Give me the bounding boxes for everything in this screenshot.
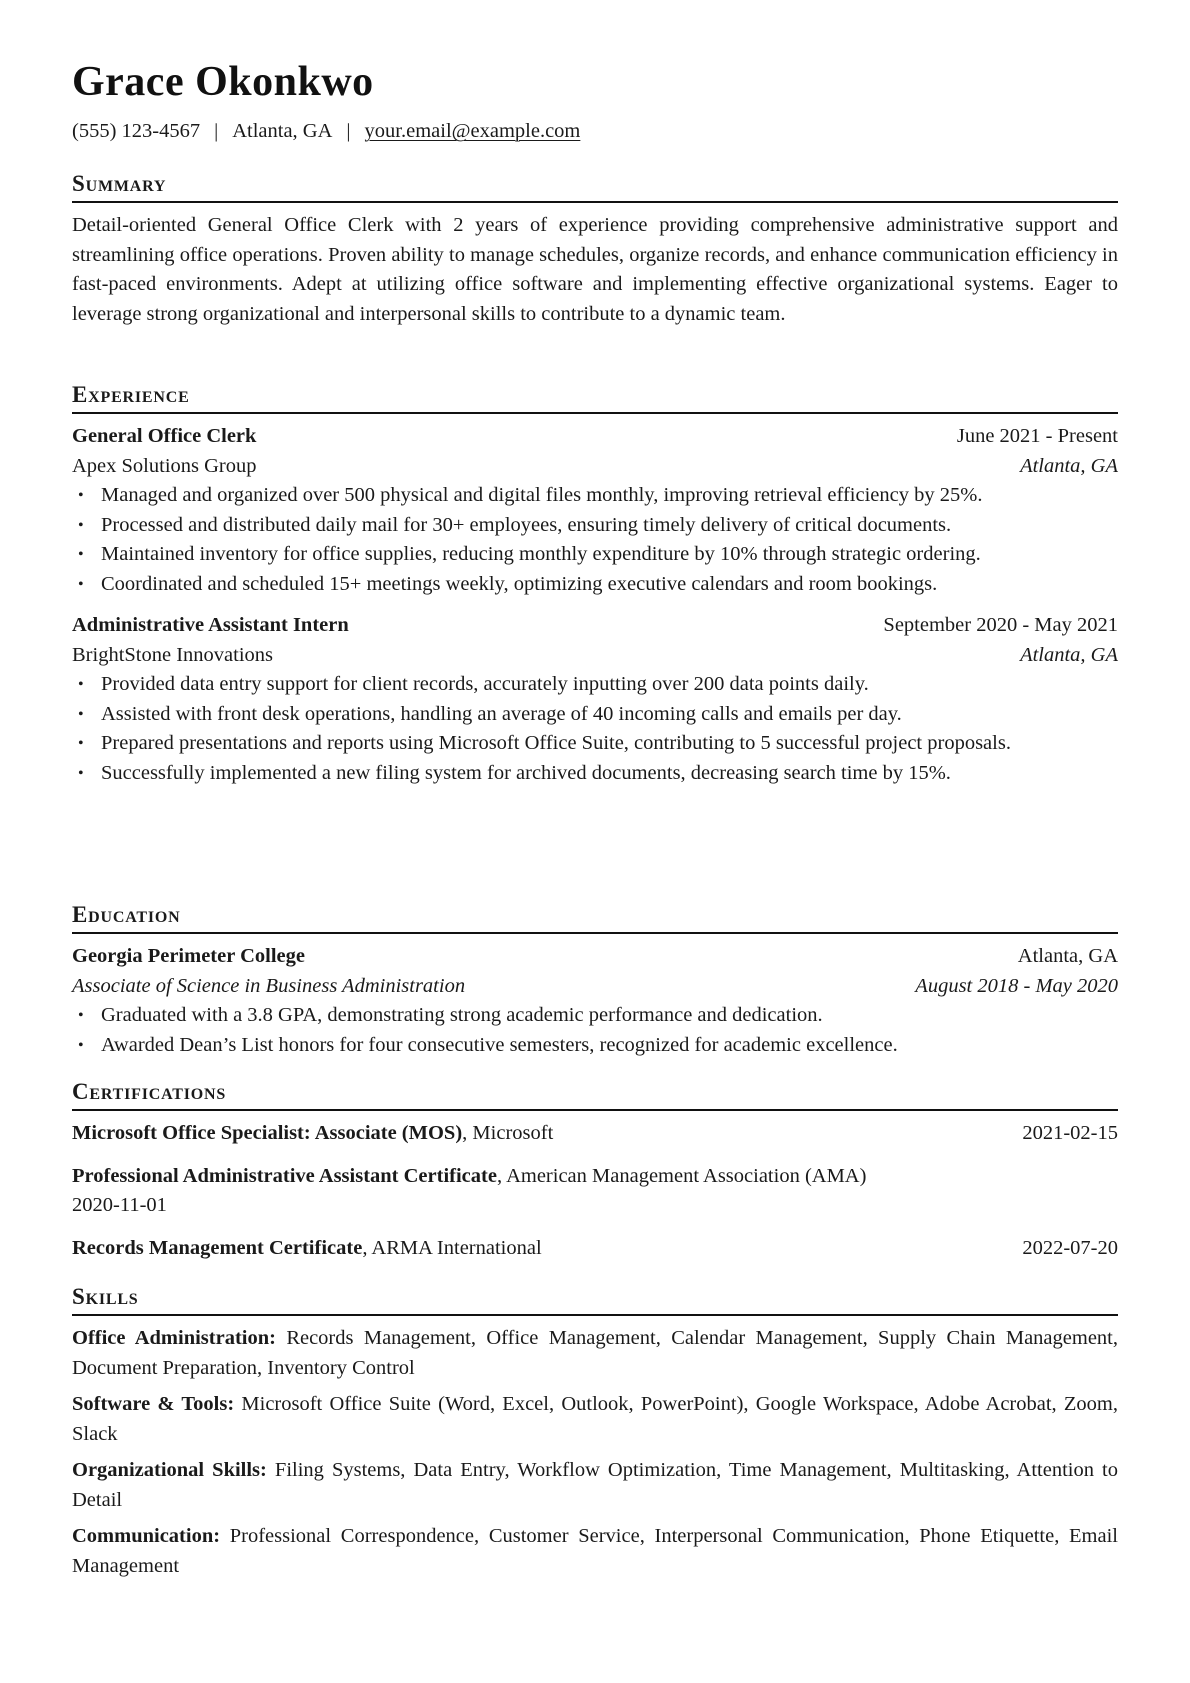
certification-name: Professional Administrative Assistant Certificate [72,1164,497,1187]
job-entry [72,422,1118,599]
job-bullets [72,481,1118,599]
job-dates: September 2020 - May 2021 [883,614,1118,636]
school-name: Georgia Perimeter College [72,945,305,967]
email-link[interactable]: your.email@example.com [364,120,581,142]
company-name: BrightStone Innovations [72,643,274,666]
skill-group [72,1390,1118,1449]
candidate-name: Grace Okonkwo [72,59,374,105]
separator: | [346,120,351,142]
bullet-icon: • [78,764,84,782]
education-dates: August 2018 - May 2020 [915,974,1118,997]
certification-name: Records Management Certificate [72,1236,363,1259]
job-location: Atlanta, GA [1020,643,1118,666]
phone-number: (555) 123-4567 [72,120,201,142]
education-section [72,900,1118,1060]
summary-section [72,169,1118,329]
skill-group [72,1456,1118,1515]
job-header [72,611,1118,641]
bullet-icon: • [78,487,84,504]
certification-item [72,1119,1118,1149]
list-item: • Managed and organized over 500 physical and digital files monthly, improving retrieval efficiency by 25%. [72,481,1118,511]
skill-group [72,1324,1118,1383]
separator: | [214,120,219,142]
bullet-icon: • [78,705,84,723]
degree: Associate of Science in Business Administration [72,974,466,997]
bullet-icon: • [78,1036,84,1054]
job-title: General Office Clerk [72,425,257,447]
skill-values: Records Management, Office Management, Calendar Management, Supply Chain Management, Document Preparation, Inventory Control [72,1327,1118,1379]
certification-issuer: , American Management Association (AMA) [496,1164,867,1187]
skill-group [72,1522,1118,1581]
skill-values: Professional Correspondence, Customer Service, Interpersonal Communication, Phone Etiquette, Email Management [72,1525,1118,1577]
bullet-icon: • [78,516,84,534]
skills-list [72,1324,1118,1581]
job-dates: June 2021 - Present [956,425,1118,447]
skill-values: Microsoft Office Suite (Word, Excel, Outlook, PowerPoint), Google Workspace, Adobe Acrobat, Zoom, Slack [72,1393,1118,1445]
job-entry [72,611,1118,788]
section-heading-summary: Summary [72,169,1118,203]
job-header [72,422,1118,452]
section-heading-experience: Experience [72,380,1118,414]
certification-item [72,1162,1118,1221]
section-heading-education: Education [72,900,1118,934]
education-header [72,942,1118,972]
certification-date: 2021-02-15 [1022,1122,1118,1144]
certification-name: Microsoft Office Specialist: Associate (MOS) [72,1122,463,1144]
education-bullets [72,1001,1118,1060]
section-heading-certifications: Certifications [72,1077,1118,1111]
job-subheader [72,641,1118,671]
skill-category: Communication: [72,1525,221,1547]
location: Atlanta, GA [232,120,333,142]
list-item: • Maintained inventory for office supplies, reducing monthly expenditure by 10% through strategic ordering. [72,540,1118,570]
list-item: • Coordinated and scheduled 15+ meetings weekly, optimizing executive calendars and room bookings. [72,570,1118,600]
summary-text: Detail-oriented General Office Clerk with 2 years of experience providing comprehensive administrative support and streamlining office operations. Proven ability to manage schedules, organize records, and enhance communication efficiency in fast-paced environments. Adept at utilizing office software and implementing effective organizational systems. Eager to leverage strong organizational and interpersonal skills to contribute to a dynamic team. [72,214,1118,325]
education-subheader [72,972,1118,1002]
bullet-icon: • [78,1007,84,1024]
skill-values: Filing Systems, Data Entry, Workflow Optimization, Time Management, Multitasking, Attention to Detail [72,1459,1118,1511]
contact-line [72,120,580,143]
skill-category: Office Administration: [72,1327,276,1349]
list-item: • Processed and distributed daily mail for 30+ employees, ensuring timely delivery of critical documents. [72,511,1118,541]
education-entry [72,942,1118,1060]
list-item: • Successfully implemented a new filing system for archived documents, decreasing search time by 15%. [72,759,1118,789]
certification-item [72,1234,1118,1264]
list-item: • Graduated with a 3.8 GPA, demonstrating strong academic performance and dedication. [72,1001,1118,1031]
section-heading-skills: Skills [72,1282,1118,1316]
job-title: Administrative Assistant Intern [72,614,349,636]
job-subheader [72,452,1118,482]
certification-date: 2020-11-01 [72,1194,167,1216]
skill-category: Organizational Skills: [72,1459,267,1481]
bullet-icon: • [78,735,84,752]
experience-section [72,380,1118,788]
company-name: Apex Solutions Group [72,454,257,477]
certification-date: 2022-07-20 [1022,1236,1118,1259]
bullet-icon: • [78,575,84,593]
job-location: Atlanta, GA [1020,454,1118,477]
list-item: • Assisted with front desk operations, handling an average of 40 incoming calls and emails per day. [72,700,1118,730]
skill-category: Software & Tools: [72,1393,235,1415]
certification-issuer: , ARMA International [362,1236,542,1259]
school-location: Atlanta, GA [1017,945,1118,967]
list-item: • Provided data entry support for client records, accurately inputting over 200 data points daily. [72,670,1118,700]
certifications-section [72,1077,1118,1263]
list-item: • Prepared presentations and reports using Microsoft Office Suite, contributing to 5 successful project proposals. [72,729,1118,759]
list-item: • Awarded Dean’s List honors for four consecutive semesters, recognized for academic excellence. [72,1031,1118,1061]
skills-section [72,1282,1118,1588]
certification-issuer: , Microsoft [462,1122,554,1144]
job-bullets [72,670,1118,788]
bullet-icon: • [78,676,84,693]
bullet-icon: • [78,546,84,563]
